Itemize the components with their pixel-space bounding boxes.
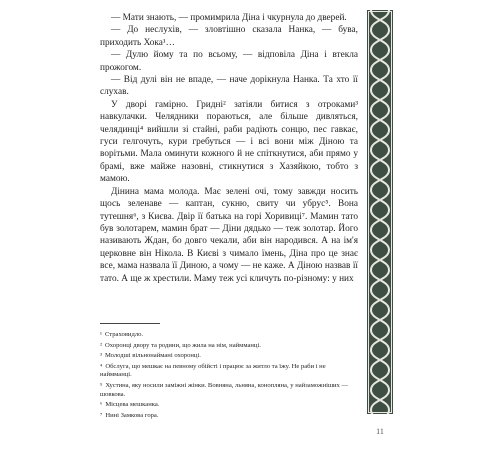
main-text (100, 12, 358, 285)
celtic-knot-ornament (367, 10, 393, 414)
footnotes (100, 331, 358, 422)
footnote: ¹ Страховидло. (100, 331, 144, 338)
footnote: ³ Молодші вільнонаймані охоронці. (100, 352, 201, 360)
page-number: 11 (376, 427, 384, 436)
paragraph: У дворі гамірно. Гридні² затіяли битися з отроками³ навкулачки. Челядники пораються, але більше дивляться, челядинці⁴ вийшли зі стайні, раби радіють сонцю, пес гавкає, гуси гелгочуть, кури гребуться — і всі вони між Діною та ворітьми. Мала оминути кожного й не спіткнутися, аби прямо у брамі, вже майже назовні, стикнутися з Хазяйкою, тобто з мамою. (100, 99, 358, 185)
footnote: ⁷ Нині Замкова гора. (100, 411, 159, 419)
paragraph: — Від дулі він не впаде, — наче дорікнула Нанка. Та хто її слухав. (100, 75, 358, 98)
footnote: ² Охоронці двору та родини, що жила на нім, наймманці. (100, 341, 261, 349)
knot-strand-b (371, 10, 389, 414)
footnote: ⁵ Хустина, яку носили заміжні жінки. Вовняна, льняна, конопляна, у найзаможніших — шовкова. (100, 381, 349, 398)
paragraph: — Мати знають, — промимрила Діна і чкурнула до дверей. (111, 13, 347, 23)
paragraph: — До неслухів, — зловтішно сказала Нанка, — бува, приходить Хока¹… (100, 25, 358, 48)
footnote: ⁶ Місцева мешканка. (100, 401, 160, 409)
footnote-divider (100, 323, 160, 324)
paragraph: Дінина мама молода. Має зелені очі, тому завжди носить щось зеленаве — каптан, сукню, свиту чи убрус⁵. Вона тутешня⁶, з Києва. Двір її батька на горі Хоривиці⁷. Мамин тато був золотарем, мамин брат — Діни дядько — теж золотар. Його називають Ждан, бо довго чекали, аби він народився. А на ім'я церковне він Нікола. В Києві з чималo їмень, Діна про це знає все, мама назвала її Диною, а чому — не каже. А Діною назвав її тато. А ще ж хрестили. Маму теж усі кличуть по-різному: у них (100, 186, 358, 284)
footnote: ⁴ Обслуга, що мешкає на певному обійсті і працює за житло та їжу. Не раби і не наймманці. (100, 362, 326, 379)
paragraph: — Дулю йому та по всьому, — відповіла Діна і втекла прожогом. (100, 50, 358, 73)
knot-strand-a (371, 10, 389, 414)
celtic-knot-border (367, 10, 393, 414)
